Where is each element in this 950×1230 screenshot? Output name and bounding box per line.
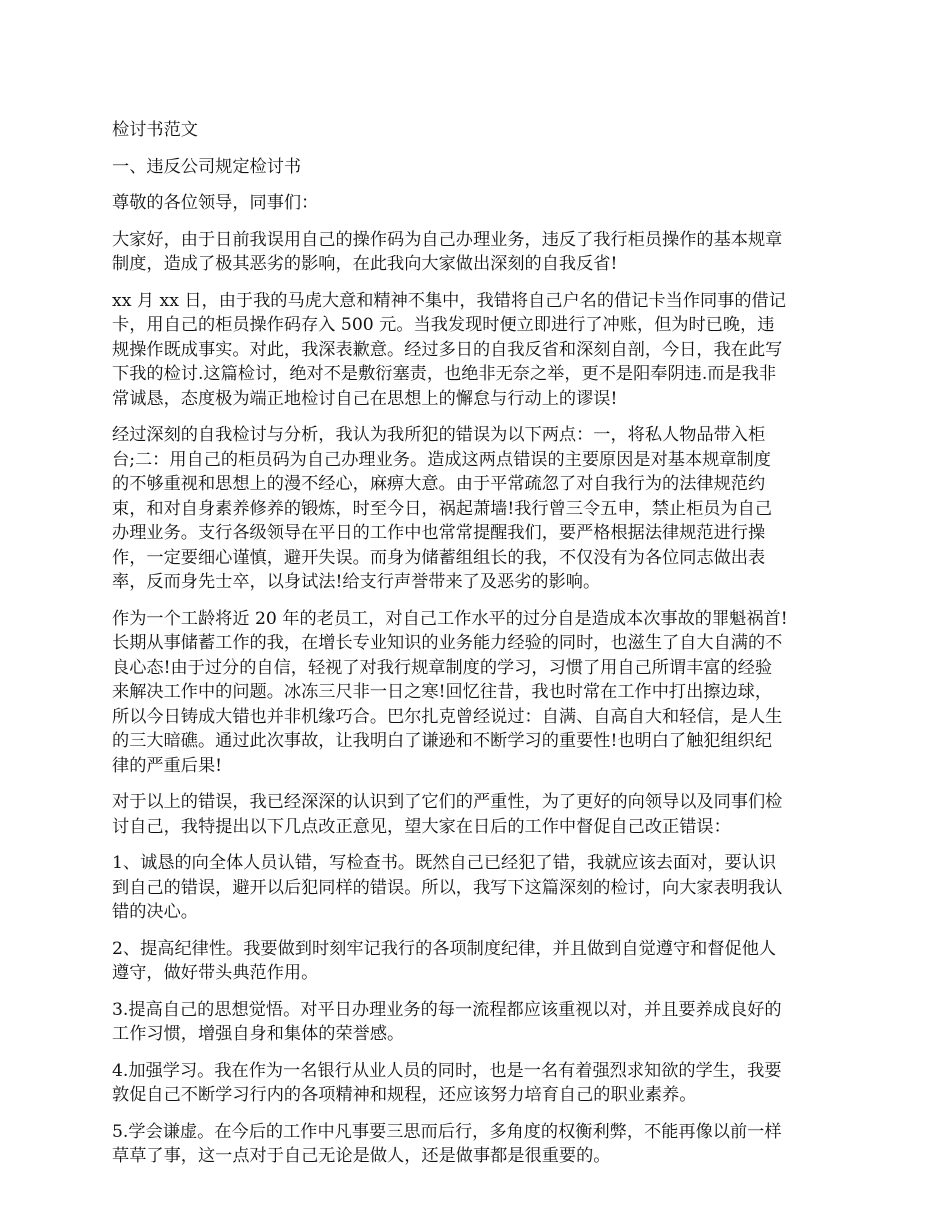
document-page <box>112 118 842 1181</box>
list-item-5: 5.学会谦虚。在今后的工作中凡事要三思而后行，多角度的权衡利弊，不能再像以前一样 草草了事，这一点对于自己无论是做人，还是做事都是很重要的。 <box>112 1121 782 1166</box>
list-item-4: 4.加强学习。我在作为一名银行从业人员的同时，也是一名有着强烈求知欲的学生，我要 敦促自己不断学习行内的各项精神和规程，还应该努力培育自己的职业素养。 <box>112 1060 782 1105</box>
paragraph-intro: 大家好，由于日前我误用自己的操作码为自己办理业务，违反了我行柜员操作的基本规章 制度，造成了极其恶劣的影响，在此我向大家做出深刻的自我反省! <box>112 229 783 274</box>
list-item-1: 1、诚恳的向全体人员认错，写检查书。既然自己已经犯了错，我就应该去面对，要认识 到自己的错误，避开以后犯同样的错误。所以，我写下这篇深刻的检讨，向大家表明我认 错的决心。 <box>112 853 783 922</box>
section-heading: 一、违反公司规定检讨书 <box>112 156 302 177</box>
paragraph-reflection: 作为一个工龄将近 20 年的老员工，对自己工作水平的过分自是造成本次事故的罪魁祸首! 长期从事储蓄工作的我，在增长专业知识的业务能力经验的同时，也滋生了自大自满的不 良心态!由于过分的自信，轻视了对我行规章制度的学习，习惯了用自己所谓丰富的经验 来解决工作中的问题。冰冻三尺非一日之寒!回忆往昔，我也时常在工作中打出擦边球， 所以今日铸成大错也并非机缘巧合。巴尔扎克曾经说过：自满、自高自大和轻信，是人生 的三大暗礁。通过此次事故，让我明白了谦逊和不断学习的重要性!也明白了触犯组织纪 律的严重后果! <box>112 608 788 776</box>
paragraph-analysis: 经过深刻的自我检讨与分析，我认为我所犯的错误为以下两点：一，将私人物品带入柜 台;二：用自己的柜员码为自己办理业务。造成这两点错误的主要原因是对基本规章制度 的不够重视和思想上的漫不经心，麻痹大意。由于平常疏忽了对自我行为的法律规范约 束，和对自身素养修养的锻炼，时至今日，祸起萧墙!我行曾三令五申，禁止柜员为自己 办理业务。支行各级领导在平日的工作中也常常提醒我们，要严格根据法律规范进行操 作，一定要细心谨慎，避开失误。而身为储蓄组组长的我，不仅没有为各位同志做出表 率，反而身先士卒，以身试法!给支行声誉带来了及恶劣的影响。 <box>112 425 773 592</box>
paragraph-incident: xx 月 xx 日，由于我的马虎大意和精神不集中，我错将自己户名的借记卡当作同事的借记 卡，用自己的柜员操作码存入 500 元。当我发现时便立即进行了冲账，但为时已晚，违 规操作既成事实。对此，我深表歉意。经过多日的自我反省和深刻自剖，今日，我在此写 下我的检讨.这篇检讨，绝对不是敷衍塞责，也绝非无奈之举，更不是阳奉阴违.而是我非 常诚恳，态度极为端正地检讨自己在思想上的懈怠与行动上的谬误! <box>112 290 786 409</box>
list-item-3: 3.提高自己的思想觉悟。对平日办理业务的每一流程都应该重视以对，并且要养成良好的 工作习惯，增强自身和集体的荣誉感。 <box>112 999 782 1044</box>
list-item-2: 2、提高纪律性。我要做到时刻牢记我行的各项制度纪律，并且做到自觉遵守和督促他人 遵守，做好带头典范作用。 <box>112 938 777 983</box>
salutation: 尊敬的各位领导，同事们： <box>112 193 319 213</box>
document-title: 检讨书范文 <box>112 120 198 140</box>
paragraph-corrections-intro: 对于以上的错误，我已经深深的认识到了它们的严重性，为了更好的向领导以及同事们检 讨自己，我特提出以下几点改正意见，望大家在日后的工作中督促自己改正错误： <box>112 792 783 837</box>
